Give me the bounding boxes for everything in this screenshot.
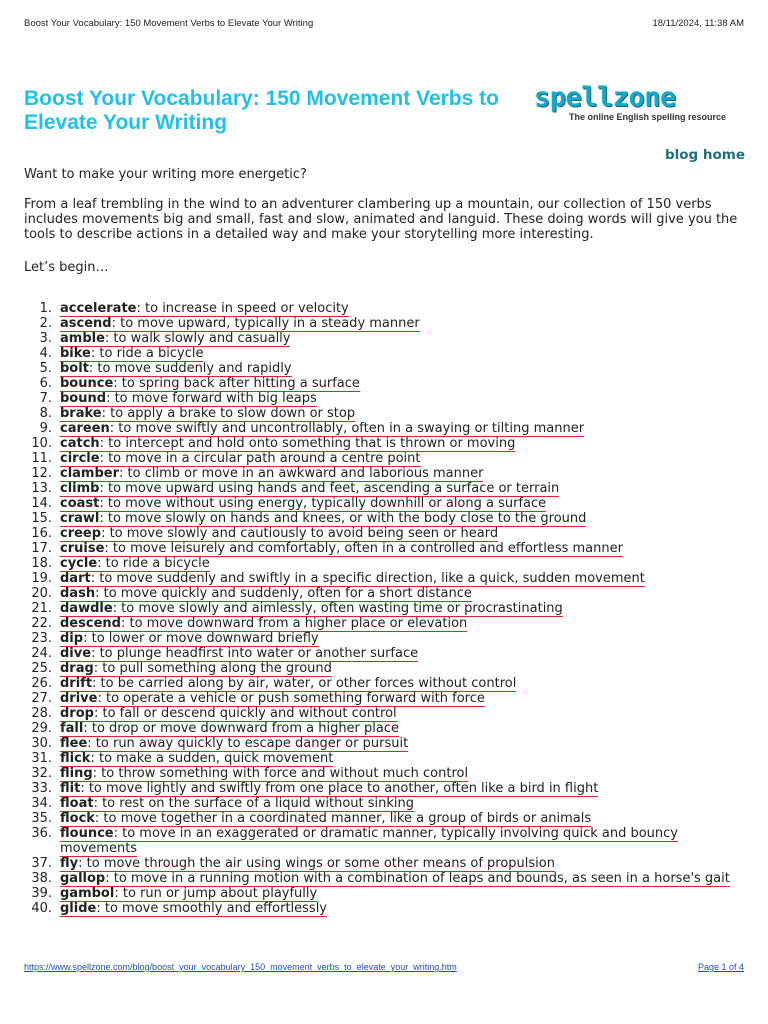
verb-definition: : to move downward from a higher place or elevation xyxy=(120,616,468,631)
verb-word: glide xyxy=(60,901,97,916)
list-item xyxy=(24,631,746,646)
list-item-number: 29. xyxy=(31,721,52,736)
verb-entry-link[interactable] xyxy=(60,301,349,317)
blog-home-link[interactable]: blog home xyxy=(664,147,745,163)
verb-definition: : to apply a brake to slow down or stop xyxy=(101,406,356,421)
verb-word: drift xyxy=(60,676,93,691)
verb-definition: : to spring back after hitting a surface xyxy=(113,376,360,391)
list-item xyxy=(24,586,746,601)
verb-entry-link[interactable] xyxy=(60,496,546,512)
verb-definition: : to operate a vehicle or push something forward with force xyxy=(97,691,485,706)
list-item xyxy=(24,706,746,721)
list-item-number: 18. xyxy=(31,556,52,571)
verb-definition: : to fall or descend quickly and without control xyxy=(93,706,397,721)
verb-entry-link[interactable] xyxy=(60,361,292,377)
verb-word: accelerate xyxy=(60,301,137,316)
verb-word: flock xyxy=(60,811,95,826)
verb-entry-link[interactable] xyxy=(60,541,623,557)
verb-entry-link[interactable] xyxy=(60,616,467,632)
verb-word: dash xyxy=(60,586,96,601)
verb-definition: : to drop or move downward from a higher place xyxy=(83,721,400,736)
list-item xyxy=(24,316,746,331)
verb-entry-link[interactable] xyxy=(60,346,203,362)
list-item-number: 25. xyxy=(31,661,52,676)
verb-definition: : to move upward, typically in a steady manner xyxy=(111,316,420,331)
verb-definition: : to plunge headfirst into water or another surface xyxy=(91,646,419,661)
verb-word: bounce xyxy=(60,376,114,391)
verb-entry-link[interactable] xyxy=(60,886,317,902)
verb-entry-link[interactable] xyxy=(60,511,586,527)
verb-entry-link[interactable] xyxy=(60,481,559,497)
list-item-number: 7. xyxy=(39,391,52,406)
verb-entry-link[interactable] xyxy=(60,526,498,542)
list-item-number: 1. xyxy=(39,301,52,316)
verb-word: flounce xyxy=(60,826,114,841)
verb-word: coast xyxy=(60,496,100,511)
verb-definition: : to move in a running motion with a combination of leaps and bounds, as seen in a horse's gait xyxy=(105,871,730,886)
verb-entry-link[interactable] xyxy=(60,331,290,347)
verb-entry-link[interactable] xyxy=(60,661,332,677)
verb-definition: : to move slowly and aimlessly, often wasting time or procrastinating xyxy=(112,601,563,616)
verb-definition: : to move together in a coordinated manner, like a group of birds or animals xyxy=(94,811,592,826)
verb-entry-link[interactable] xyxy=(60,721,399,737)
list-item-number: 11. xyxy=(31,451,52,466)
verb-definition: : to move swiftly and uncontrollably, often in a swaying or tilting manner xyxy=(109,421,585,436)
verb-entry-link[interactable] xyxy=(60,571,645,587)
list-item-number: 24. xyxy=(31,646,52,661)
verb-word: climb xyxy=(60,481,100,496)
list-item-number: 14. xyxy=(31,496,52,511)
list-item-number: 17. xyxy=(31,541,52,556)
verb-entry-link[interactable] xyxy=(60,766,468,782)
verb-word: clamber xyxy=(60,466,120,481)
verb-word: careen xyxy=(60,421,110,436)
verb-definition: : to throw something with force and without much control xyxy=(92,766,469,781)
list-item-number: 20. xyxy=(31,586,52,601)
verb-entry-link[interactable] xyxy=(60,601,563,617)
list-item xyxy=(24,451,746,466)
verb-entry-link[interactable] xyxy=(60,871,730,887)
verb-word: bolt xyxy=(60,361,89,376)
verb-definition: : to move lightly and swiftly from one place to another, often like a bird in flight xyxy=(80,781,599,796)
list-item xyxy=(24,511,746,526)
list-item xyxy=(24,391,746,406)
verb-word: crawl xyxy=(60,511,100,526)
list-item-number: 22. xyxy=(31,616,52,631)
verb-definition: : to run away quickly to escape danger or pursuit xyxy=(87,736,409,751)
verb-definition: : to move suddenly and swiftly in a specific direction, like a quick, sudden movement xyxy=(90,571,645,586)
list-item xyxy=(24,436,746,451)
verb-word: dart xyxy=(60,571,91,586)
list-item-number: 21. xyxy=(31,601,52,616)
list-item-number: 3. xyxy=(39,331,52,346)
list-item-number: 6. xyxy=(39,376,52,391)
verb-definition: : to move leisurely and comfortably, often in a controlled and effortless manner xyxy=(104,541,623,556)
verb-word: gallop xyxy=(60,871,106,886)
list-item xyxy=(24,601,746,616)
list-item xyxy=(24,886,746,901)
verb-word: flit xyxy=(60,781,81,796)
verb-definition: : to ride a bicycle xyxy=(97,556,210,571)
intro-question: Want to make your writing more energetic? xyxy=(24,167,307,182)
page-number: Page 1 of 4 xyxy=(697,962,744,972)
verb-definition: : to run or jump about playfully xyxy=(114,886,318,901)
list-item-number: 36. xyxy=(31,826,52,841)
list-item xyxy=(24,871,746,886)
list-item-number: 13. xyxy=(31,481,52,496)
list-item xyxy=(24,751,746,766)
verb-entry-link[interactable] xyxy=(60,436,515,452)
verb-word: drive xyxy=(60,691,98,706)
footer-url-link[interactable]: https://www.spellzone.com/blog/boost_your_vocabulary_150_movement_verbs_to_elevate_your_writing.htm xyxy=(24,962,457,972)
verb-entry-link[interactable] xyxy=(60,556,210,572)
list-item-number: 8. xyxy=(39,406,52,421)
logo-wordmark: spellzone xyxy=(534,82,676,113)
verb-entry-link[interactable] xyxy=(60,391,317,407)
list-item-number: 40. xyxy=(31,901,52,916)
verb-word: amble xyxy=(60,331,105,346)
verb-word: flick xyxy=(60,751,91,766)
list-item-number: 33. xyxy=(31,781,52,796)
verb-definition: : to move smoothly and effortlessly xyxy=(96,901,327,916)
verb-word: fall xyxy=(60,721,84,736)
verb-entry-link[interactable] xyxy=(60,826,678,857)
verb-entry-link[interactable] xyxy=(60,376,360,392)
verb-definition: : to intercept and hold onto something that is thrown or moving xyxy=(99,436,516,451)
verb-entry-link[interactable] xyxy=(60,691,485,707)
verb-definition: : to make a sudden, quick movement xyxy=(90,751,334,766)
list-item-number: 5. xyxy=(39,361,52,376)
intro-paragraph: From a leaf trembling in the wind to an adventurer clambering up a mountain, our collection of 150 verbs includes movements big and small, fast and slow, animated and languid. These doing words will give you the tools to describe actions in a detailed way and make your storytelling more interesting. xyxy=(24,197,738,242)
verb-entry-link[interactable] xyxy=(60,811,591,827)
verb-definition: : to climb or move in an awkward and laborious manner xyxy=(119,466,484,481)
verb-entry-link[interactable] xyxy=(60,631,319,647)
verb-word: bound xyxy=(60,391,107,406)
list-item xyxy=(24,691,746,706)
verb-definition: : to move in a circular path around a centre point xyxy=(99,451,421,466)
verb-word: descend xyxy=(60,616,121,631)
verb-entry-link[interactable] xyxy=(60,751,333,767)
verb-word: brake xyxy=(60,406,102,421)
verb-definition: : to move in an exaggerated or dramatic manner, typically involving quick and bouncy movements xyxy=(60,826,678,856)
list-item xyxy=(24,766,746,781)
list-item xyxy=(24,556,746,571)
verb-word: fly xyxy=(60,856,79,871)
verb-definition: : to move slowly and cautiously to avoid being seen or heard xyxy=(101,526,499,541)
verb-definition: : to move upward using hands and feet, ascending a surface or terrain xyxy=(99,481,560,496)
verb-definition: : to move quickly and suddenly, often for a short distance xyxy=(95,586,472,601)
list-item-number: 37. xyxy=(31,856,52,871)
list-item-number: 9. xyxy=(39,421,52,436)
list-item-number: 38. xyxy=(31,871,52,886)
list-item-number: 35. xyxy=(31,811,52,826)
verb-word: dive xyxy=(60,646,92,661)
list-item xyxy=(24,526,746,541)
verb-definition: : to pull something along the ground xyxy=(93,661,332,676)
verb-entry-link[interactable] xyxy=(60,706,397,722)
verb-word: dip xyxy=(60,631,84,646)
list-item xyxy=(24,826,746,856)
verb-word: bike xyxy=(60,346,91,361)
list-item xyxy=(24,736,746,751)
list-item-number: 12. xyxy=(31,466,52,481)
list-item-number: 30. xyxy=(31,736,52,751)
lets-begin: Let’s begin… xyxy=(24,260,109,275)
verb-definition: : to move without using energy, typically downhill or along a surface xyxy=(99,496,547,511)
list-item xyxy=(24,406,746,421)
verb-word: float xyxy=(60,796,94,811)
verb-entry-link[interactable] xyxy=(60,466,483,482)
list-item xyxy=(24,496,746,511)
verb-word: drag xyxy=(60,661,94,676)
list-item-number: 4. xyxy=(39,346,52,361)
verb-entry-link[interactable] xyxy=(60,781,598,797)
verb-entry-link[interactable] xyxy=(60,901,327,917)
list-item-number: 31. xyxy=(31,751,52,766)
verb-definition: : to move forward with big leaps xyxy=(106,391,317,406)
verb-word: catch xyxy=(60,436,100,451)
list-item xyxy=(24,376,746,391)
verb-entry-link[interactable] xyxy=(60,406,355,422)
list-item xyxy=(24,661,746,676)
verb-definition: : to increase in speed or velocity xyxy=(136,301,349,316)
verb-entry-link[interactable] xyxy=(60,646,418,662)
verb-definition: : to move slowly on hands and knees, or with the body close to the ground xyxy=(99,511,587,526)
verb-word: circle xyxy=(60,451,100,466)
verb-definition: : to walk slowly and casually xyxy=(104,331,291,346)
list-item xyxy=(24,331,746,346)
verb-entry-link[interactable] xyxy=(60,676,516,692)
verb-definition: : to be carried along by air, water, or other forces without control xyxy=(92,676,517,691)
verb-entry-link[interactable] xyxy=(60,586,472,602)
verb-definition: : to move through the air using wings or some other means of propulsion xyxy=(78,856,555,871)
list-item xyxy=(24,856,746,871)
verb-definition: : to lower or move downward briefly xyxy=(83,631,319,646)
print-header-title: Boost Your Vocabulary: 150 Movement Verbs to Elevate Your Writing xyxy=(24,18,314,29)
list-item-number: 34. xyxy=(31,796,52,811)
verb-definition: : to move suddenly and rapidly xyxy=(88,361,292,376)
list-item-number: 19. xyxy=(31,571,52,586)
verb-word: cycle xyxy=(60,556,98,571)
list-item xyxy=(24,811,746,826)
verb-list xyxy=(24,301,746,916)
list-item xyxy=(24,721,746,736)
list-item-number: 15. xyxy=(31,511,52,526)
list-item-number: 32. xyxy=(31,766,52,781)
verb-entry-link[interactable] xyxy=(60,421,584,437)
verb-word: fling xyxy=(60,766,93,781)
spellzone-logo[interactable] xyxy=(532,84,747,128)
list-item xyxy=(24,646,746,661)
list-item xyxy=(24,541,746,556)
verb-definition: : to rest on the surface of a liquid without sinking xyxy=(93,796,415,811)
list-item xyxy=(24,901,746,916)
verb-word: cruise xyxy=(60,541,105,556)
list-item-number: 2. xyxy=(39,316,52,331)
verb-entry-link[interactable] xyxy=(60,796,414,812)
list-item xyxy=(24,301,746,316)
list-item xyxy=(24,781,746,796)
list-item xyxy=(24,421,746,436)
verb-word: gambol xyxy=(60,886,115,901)
list-item xyxy=(24,571,746,586)
verb-word: drop xyxy=(60,706,94,721)
verb-entry-link[interactable] xyxy=(60,316,420,332)
list-item-number: 39. xyxy=(31,886,52,901)
list-item-number: 27. xyxy=(31,691,52,706)
list-item xyxy=(24,361,746,376)
page-title: Boost Your Vocabulary: 150 Movement Verbs to Elevate Your Writing xyxy=(24,87,499,134)
list-item xyxy=(24,346,746,361)
list-item-number: 26. xyxy=(31,676,52,691)
verb-entry-link[interactable] xyxy=(60,451,421,467)
verb-entry-link[interactable] xyxy=(60,856,555,872)
verb-entry-link[interactable] xyxy=(60,736,408,752)
list-item-number: 10. xyxy=(31,436,52,451)
logo-tagline: The online English spelling resource xyxy=(569,112,727,122)
verb-word: creep xyxy=(60,526,102,541)
list-item xyxy=(24,796,746,811)
list-item xyxy=(24,616,746,631)
verb-word: ascend xyxy=(60,316,112,331)
verb-definition: : to ride a bicycle xyxy=(90,346,204,361)
list-item-number: 23. xyxy=(31,631,52,646)
print-header-datetime: 18/11/2024, 11:38 AM xyxy=(652,18,744,29)
list-item-number: 16. xyxy=(31,526,52,541)
list-item-number: 28. xyxy=(31,706,52,721)
list-item xyxy=(24,676,746,691)
list-item xyxy=(24,481,746,496)
list-item xyxy=(24,466,746,481)
verb-word: dawdle xyxy=(60,601,113,616)
verb-word: flee xyxy=(60,736,88,751)
